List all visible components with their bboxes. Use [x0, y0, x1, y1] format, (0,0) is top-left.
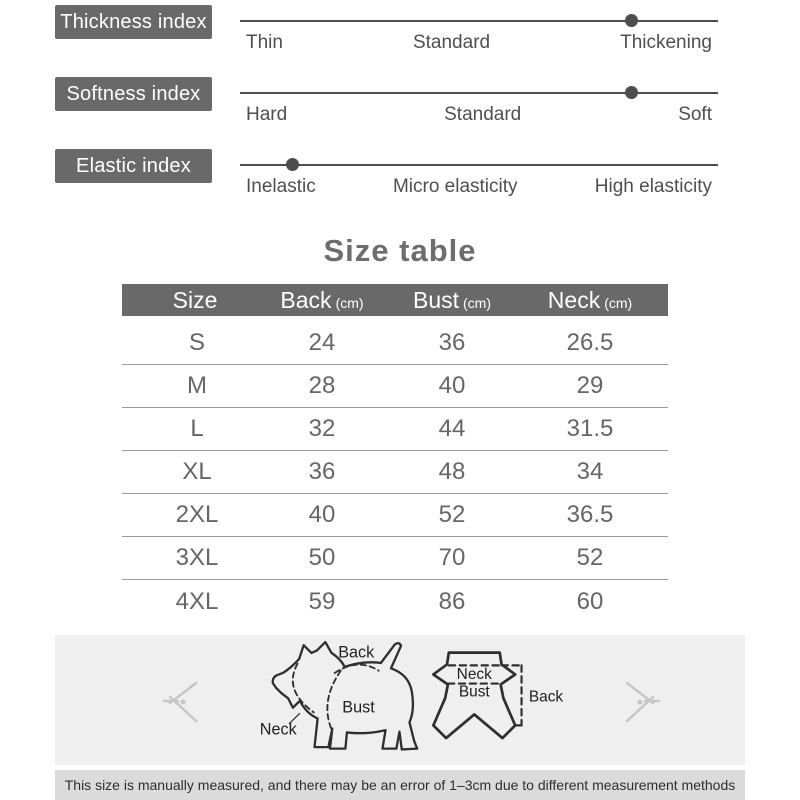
- cell-back: 28: [308, 372, 336, 399]
- size-table: [122, 284, 668, 623]
- cell-bust: 40: [438, 372, 466, 399]
- header-size: [122, 287, 272, 314]
- elastic-option-high: High elasticity: [594, 176, 712, 197]
- thickness-option-thin: Thin: [246, 32, 283, 53]
- softness-scale-dot: [625, 86, 638, 99]
- elastic-index-label-box: [55, 149, 212, 183]
- dog-back-label: Back: [338, 643, 375, 662]
- cell-neck: 29: [576, 372, 604, 399]
- elastic-option-micro: Micro elasticity: [392, 176, 518, 197]
- header-neck-name: Neck: [547, 286, 601, 313]
- cell-neck: 60: [576, 587, 604, 615]
- thickness-index-label-box: [55, 5, 212, 39]
- elastic-index-label: Elastic index: [76, 154, 191, 177]
- header-neck: [532, 287, 668, 314]
- dog-neck-label: Neck: [259, 720, 297, 739]
- thickness-option-standard: Standard: [412, 32, 491, 53]
- table-row: [122, 322, 668, 365]
- cell-bust: 36: [438, 329, 466, 356]
- header-back-name: Back: [280, 286, 332, 313]
- elastic-index-row: [0, 149, 800, 209]
- cell-neck: 36.5: [566, 501, 614, 528]
- thickness-scale-labels: [240, 32, 718, 54]
- elastic-option-inelastic: Inelastic: [246, 176, 316, 197]
- cell-bust: 52: [438, 501, 466, 528]
- cell-neck: 52: [576, 544, 604, 571]
- table-row: [122, 580, 668, 623]
- elastic-scale-dot: [286, 158, 299, 171]
- header-bust-unit: (cm): [463, 294, 492, 311]
- softness-scale-line: [240, 92, 718, 94]
- softness-index-label: Softness index: [66, 82, 201, 105]
- table-row: [122, 451, 668, 494]
- cell-size: S: [188, 329, 205, 356]
- header-bust-name: Bust: [412, 286, 460, 313]
- elastic-scale-line: [240, 164, 718, 166]
- thickness-scale-line: [240, 20, 718, 22]
- size-table-body: [122, 322, 668, 623]
- cell-bust: 70: [438, 544, 466, 571]
- cell-size: M: [187, 372, 207, 399]
- dog-bust-label: Bust: [342, 698, 375, 717]
- thickness-option-thickening: Thickening: [620, 32, 712, 53]
- header-neck-unit: (cm): [604, 294, 633, 311]
- garment-bust-label: Bust: [458, 683, 490, 701]
- softness-index-row: [0, 77, 800, 137]
- header-bust: [372, 287, 532, 314]
- cell-back: 24: [308, 329, 336, 356]
- thickness-scale-dot: [625, 14, 638, 27]
- softness-option-hard: Hard: [246, 104, 288, 125]
- table-row: [122, 537, 668, 580]
- cell-size: XL: [182, 458, 212, 485]
- decorative-left-arrow-icon: [158, 673, 210, 725]
- garment-neck-label: Neck: [456, 666, 492, 683]
- garment-measurement-diagram: [427, 649, 577, 749]
- dog-measurement-diagram: [255, 639, 425, 761]
- measurement-diagram-panel: [55, 635, 745, 765]
- softness-option-standard: Standard: [444, 104, 522, 125]
- cell-back: 59: [308, 587, 336, 615]
- cell-size: 3XL: [175, 544, 219, 571]
- table-row: [122, 365, 668, 408]
- table-row: [122, 408, 668, 451]
- cell-size: L: [190, 415, 204, 442]
- cell-back: 50: [308, 544, 336, 571]
- cell-bust: 48: [438, 458, 466, 485]
- softness-scale-labels: [240, 104, 718, 126]
- header-back-unit: (cm): [335, 294, 364, 311]
- cell-back: 36: [308, 458, 336, 485]
- decorative-right-arrow-icon: [613, 673, 665, 725]
- garment-back-label: Back: [528, 688, 564, 706]
- cell-bust: 86: [438, 587, 466, 615]
- size-table-header: [122, 284, 668, 316]
- cell-size: 2XL: [175, 501, 219, 528]
- cell-back: 32: [308, 415, 336, 442]
- cell-neck: 26.5: [566, 329, 614, 356]
- size-table-title: Size table: [323, 233, 477, 268]
- elastic-scale-labels: [240, 176, 718, 198]
- header-back: [272, 287, 372, 314]
- table-row: [122, 494, 668, 537]
- cell-neck: 34: [576, 458, 604, 485]
- cell-size: 4XL: [175, 587, 219, 615]
- measurement-disclaimer: This size is manually measured, and there may be an error of 1–3cm due to different measurement methods: [55, 770, 745, 800]
- softness-option-soft: Soft: [678, 104, 712, 125]
- thickness-index-label: Thickness index: [60, 10, 207, 33]
- softness-index-label-box: [55, 77, 212, 111]
- cell-back: 40: [308, 501, 336, 528]
- cell-bust: 44: [438, 415, 466, 442]
- cell-neck: 31.5: [566, 415, 614, 442]
- thickness-index-row: [0, 5, 800, 65]
- header-size-name: Size: [172, 286, 218, 313]
